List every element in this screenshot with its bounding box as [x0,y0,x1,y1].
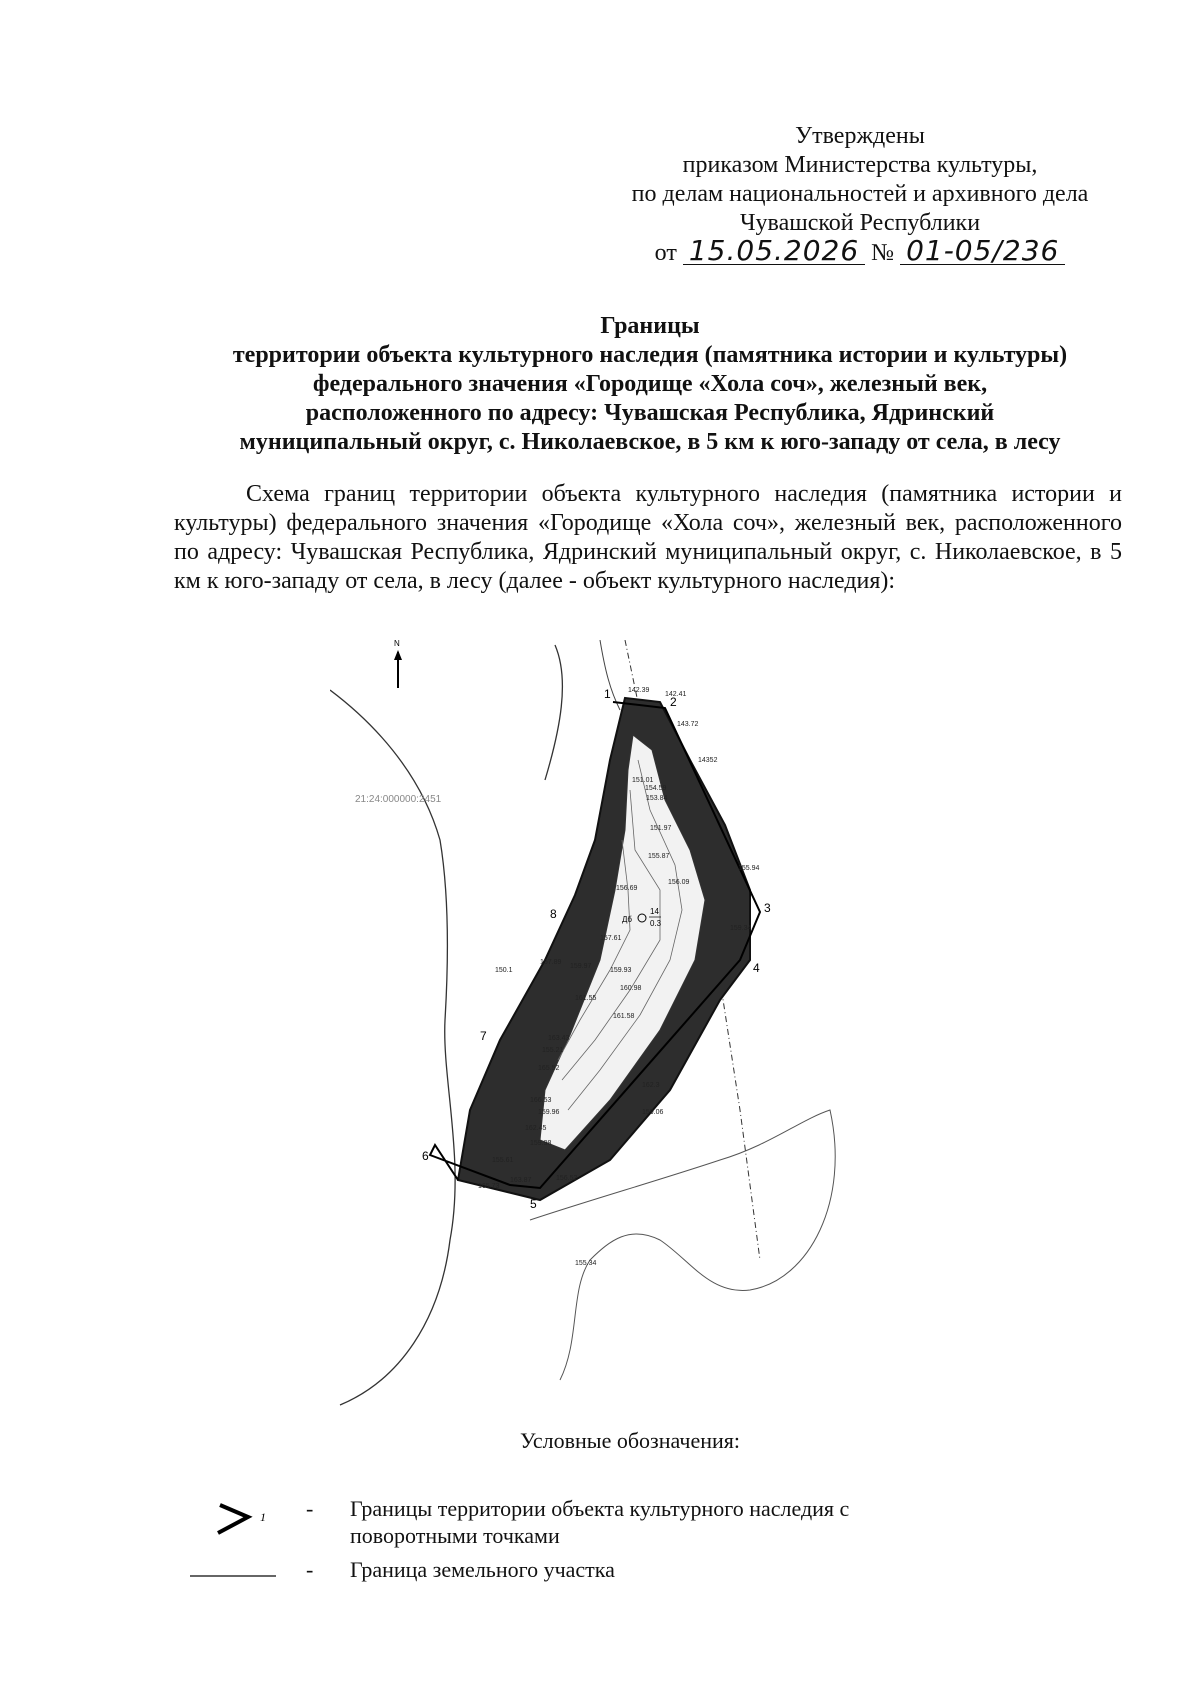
elevation-label: 159.93 [610,967,632,974]
elevation-label: 154.59 [645,785,667,792]
elevation-label: 14352 [698,757,718,764]
elevation-label: 151.97 [650,825,672,832]
elevation-label: 156.69 [616,885,638,892]
parcel-line-icon [190,1556,290,1586]
elevation-label: 159.98 [530,1140,552,1147]
handwritten-date: 15.05.2026 [683,238,865,265]
point-5: 5 [530,1197,537,1211]
elevation-label: 165.73 [478,1183,500,1190]
title-line-5: муниципальный округ, с. Николаевское, в 5 км к юго-западу от села, в лесу [239,429,1061,455]
legend-title: Условные обозначения: [519,1428,741,1453]
elevation-label: 160.98 [620,985,642,992]
number-prefix: № [871,240,895,266]
elevation-label: 150.1 [495,967,513,974]
title-line-3: федерального значения «Городище «Хола соч», железный век, [312,371,988,397]
elevation-label: 153.84 [646,795,668,802]
legend-text-parcel: Граница земельного участка [350,1557,615,1582]
point-6: 6 [422,1149,429,1163]
parcel-boundary-north [545,645,562,780]
elevation-label: 155.21 [542,1047,564,1054]
elevation-label: 151.01 [632,777,654,784]
date-prefix: от [654,240,677,266]
legend-point-number: 1 [260,1510,266,1524]
title-line-1: Границы [600,313,700,339]
elevation-label: 163.87 [510,1177,532,1184]
north-label: N [394,640,400,648]
elevation-label: 142.39 [628,687,650,694]
elevation-label: 159.97 [570,963,592,970]
handwritten-number: 01-05/236 [900,238,1065,265]
approval-line-2: приказом Министерства культуры, [682,152,1038,178]
oak-label: Дб [622,915,632,924]
elevation-label: 143.72 [677,721,699,728]
legend-dash: - [306,1557,314,1582]
north-arrow [394,640,402,688]
elevation-label: 155.61 [492,1157,514,1164]
elevation-label: 159.06 [642,1109,664,1116]
oak-value-bottom: 0.3 [650,919,662,928]
approval-date-row [600,234,1120,268]
oak-value-top: 14 [650,907,659,916]
elevation-label: 157.89 [540,959,562,966]
elevation-label: 165.52 [538,1065,560,1072]
parcel-number: 21:24:000000:2451 [355,794,442,805]
legend-text-boundary: Границы территории объекта культурного наследия с поворотными точками [350,1496,850,1548]
point-1: 1 [604,687,611,701]
elevation-label: 157.61 [600,935,622,942]
elevation-label: 162.3 [642,1082,660,1089]
elevation-label: 159.34 [730,925,752,932]
boundary-map [330,640,890,1410]
title-line-2: территории объекта культурного наследия (памятника истории и культуры) [232,342,1068,368]
point-8: 8 [550,907,557,921]
elevation-label: 156.09 [668,879,690,886]
elevation-label: 162.45 [525,1125,547,1132]
point-2: 2 [670,695,677,709]
legend-item-boundary [190,1495,950,1551]
approval-block [600,122,1120,268]
elevation-label: 155.34 [575,1260,597,1267]
elevation-label: 159.96 [538,1109,560,1116]
elevation-label: 142.41 [665,691,687,698]
elevation-label: 156.52 [556,1175,578,1182]
elevation-label: 166.53 [530,1097,552,1104]
point-3: 3 [764,901,771,915]
title-line-4: расположенного по адресу: Чувашская Республика, Ядринский [305,400,995,426]
legend-item-parcel [190,1556,950,1586]
elevation-label: 155.87 [648,853,670,860]
point-4: 4 [753,961,760,975]
approval-line-4: Чувашской Республики [739,210,981,236]
elevation-label: 155.94 [738,865,760,872]
approval-line-3: по делам национальностей и архивного дела [631,181,1089,207]
point-7: 7 [480,1029,487,1043]
elevation-label: 163.43 [548,1035,570,1042]
intro-paragraph: Схема границ территории объекта культурного наследия (памятника истории и культуры) федерального значения «Городище «Хола соч», железный век, расположенного по адресу: Чувашская Республика, Ядринский муниципальный округ, с. Николаевское, в 5 км к юго-западу от села, в лесу (далее - объект культурного наследия): [174,481,1122,594]
elevation-label: 161.55 [575,995,597,1002]
document-title [170,312,1130,457]
boundary-symbol-icon [190,1495,290,1545]
approval-line-1: Утверждены [795,123,925,149]
elevation-label: 161.58 [613,1013,635,1020]
legend-dash: - [306,1496,314,1521]
